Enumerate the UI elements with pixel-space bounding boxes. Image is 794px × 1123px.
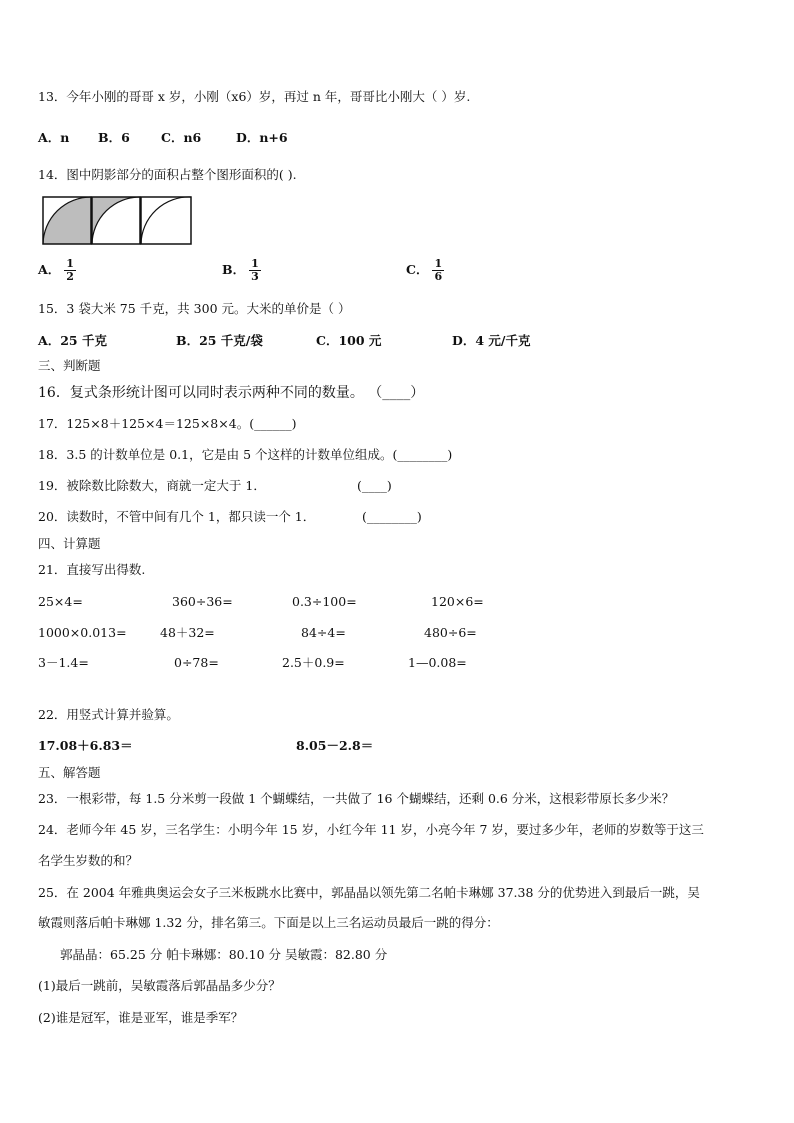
question-19-blank: (____) [357,478,392,493]
question-24-line-1: 24．老师今年 45 岁，三名学生：小明今年 15 岁，小红今年 11 岁，小亮今年 7 岁，要过多少年，老师的岁数等于这三 [38,822,704,837]
vertical-calc-item: 8.05－2.8＝ [296,738,374,753]
calc-item: 1—0.08= [408,655,467,670]
q14-option-b-label: B． [222,262,246,277]
fraction-denominator: 3 [251,270,259,283]
calc-item: 84÷4= [301,625,346,640]
fraction-one-half [64,258,76,283]
question-15: 15．3 袋大米 75 千克，共 300 元。大米的单价是（ ） [38,301,351,316]
fraction-one-sixth [432,258,444,283]
calc-item: 48＋32= [160,625,215,640]
question-20-blank: (________) [362,509,422,524]
calc-item: 25×4= [38,594,83,609]
question-25-scores: 郭晶晶：65.25 分 帕卡琳娜：80.10 分 吴敏霞：82.80 分 [60,947,388,962]
q14-option-c-label: C． [406,262,429,277]
question-23: 23．一根彩带，每 1.5 分米剪一段做 1 个蝴蝶结，一共做了 16 个蝴蝶结，还剩 0.6 分米，这根彩带原长多少米？ [38,791,675,806]
calc-item: 3－1.4= [38,655,89,670]
section-heading-calculation: 四、计算题 [38,536,101,551]
q13-option-b: B．6 [98,130,130,145]
shaded-squares-figure [42,196,194,246]
q13-option-d: D．n+6 [236,130,288,145]
calc-item: 0÷78= [174,655,219,670]
question-16: 16．复式条形统计图可以同时表示两种不同的数量。 （____） [38,385,425,401]
calc-item: 1000×0.013= [38,625,127,640]
q15-option-d: D．4 元/千克 [452,333,531,348]
fraction-numerator: 1 [434,257,443,270]
arc-3 [141,197,191,244]
question-22: 22．用竖式计算并验算。 [38,707,179,722]
calc-item: 120×6= [431,594,484,609]
calc-item: 0.3÷100= [292,594,357,609]
q13-option-a: A．n [38,130,70,145]
question-13: 13．今年小刚的哥哥 x 岁，小刚（x6）岁，再过 n 年，哥哥比小刚大（ ）岁. [38,89,471,104]
q15-option-a: A．25 千克 [38,333,107,348]
question-25-line-1: 25．在 2004 年雅典奥运会女子三米板跳水比赛中，郭晶晶以领先第二名帕卡琳娜 37.38 分的优势进入到最后一跳，吴 [38,885,700,900]
section-heading-judgement: 三、判断题 [38,358,101,373]
square-3 [141,197,191,244]
fraction-numerator: 1 [66,257,74,270]
vertical-calc-item: 17.08＋6.83＝ [38,738,133,753]
question-17: 17．125×8＋125×4＝125×8×4。(______) [38,416,297,431]
q14-option-a-label: A． [38,262,61,277]
calc-item: 360÷36= [172,594,233,609]
fraction-denominator: 6 [434,270,443,283]
question-19: 19．被除数比除数大，商就一定大于 1． [38,478,266,493]
calc-item: 480÷6= [424,625,477,640]
question-14: 14．图中阴影部分的面积占整个图形面积的( ). [38,167,297,182]
question-25-line-2: 敏霞则落后帕卡琳娜 1.32 分，排名第三。下面是以上三名运动员最后一跳的得分： [38,915,499,930]
question-21: 21．直接写出得数. [38,562,146,577]
q14-option-c [406,258,444,283]
question-18: 18．3.5 的计数单位是 0.1，它是由 5 个这样的计数单位组成。(________) [38,447,453,462]
fraction-denominator: 2 [66,270,74,283]
question-20: 20．读数时，不管中间有几个 1，都只读一个 1． [38,509,316,524]
q15-option-c: C．100 元 [316,333,382,348]
question-25-sub-2: (2)谁是冠军，谁是亚军，谁是季军？ [38,1010,244,1025]
fraction-numerator: 1 [251,257,259,270]
q14-option-b [222,258,261,283]
q14-option-a [38,258,76,283]
section-heading-word-problems: 五、解答题 [38,765,101,780]
calc-item: 2.5＋0.9= [282,655,345,670]
question-24-line-2: 名学生岁数的和？ [38,853,139,868]
fraction-one-third [249,258,261,283]
question-25-sub-1: (1)最后一跳前，吴敏霞落后郭晶晶多少分？ [38,978,281,993]
q15-option-b: B．25 千克/袋 [176,333,263,348]
q13-option-c: C．n6 [161,130,202,145]
